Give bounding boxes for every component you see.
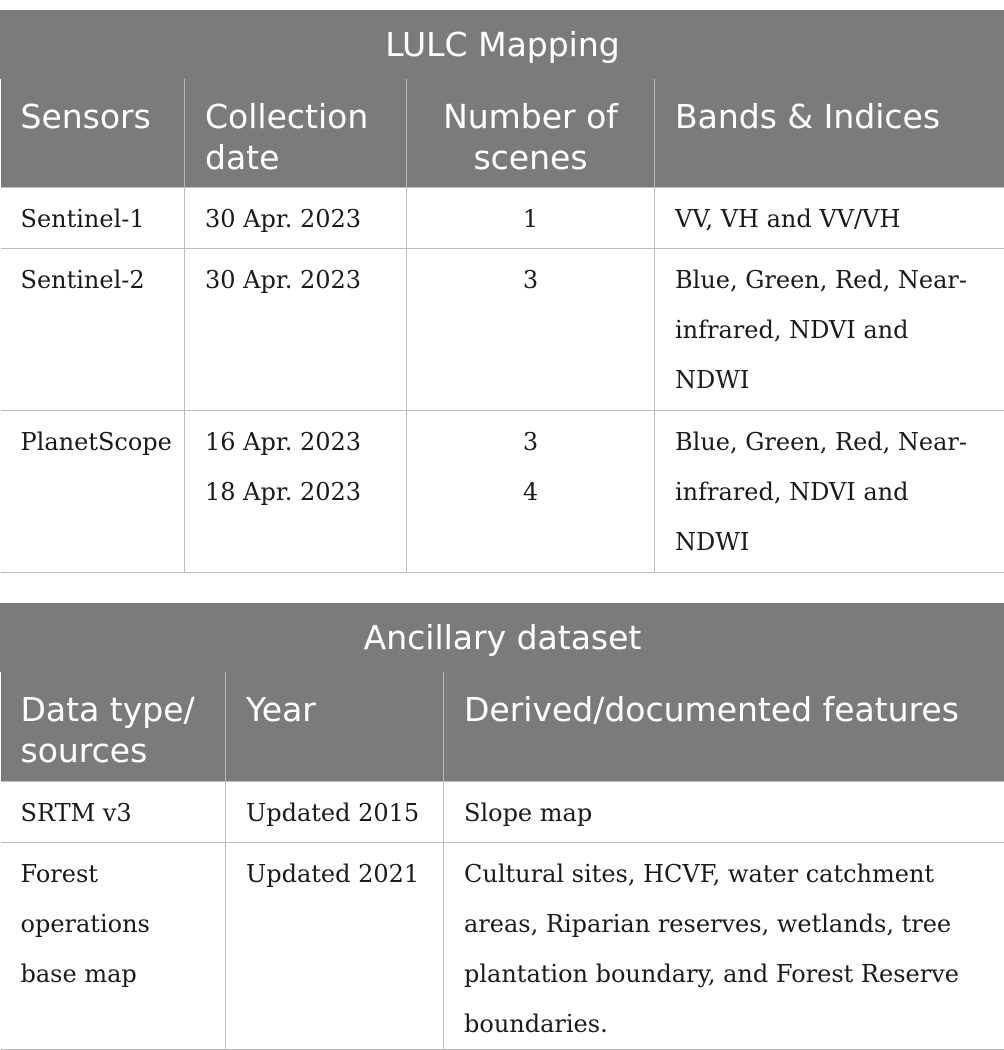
collection-date: 30 Apr. 2023 <box>205 194 386 244</box>
header-sensors: Sensors <box>1 79 185 188</box>
collection-date-cell <box>185 411 407 573</box>
scene-count: 3 <box>427 255 634 305</box>
features-cell: Slope map <box>444 782 1004 843</box>
header-data-type-sources: Data type/ sources <box>1 672 226 782</box>
lulc-mapping-table <box>0 10 1004 573</box>
table-row <box>1 782 1004 843</box>
features-cell: Cultural sites, HCVF, water catchment areas, Riparian reserves, wetlands, tree plantation boundary, and Forest Reserve boundaries. <box>444 843 1004 1050</box>
collection-date-cell <box>185 249 407 411</box>
scene-count: 4 <box>427 467 634 517</box>
collection-date: 16 Apr. 2023 <box>205 417 386 467</box>
header-year: Year <box>226 672 444 782</box>
ancillary-header-row <box>1 672 1004 782</box>
ancillary-table-title: Ancillary dataset <box>1 604 1004 672</box>
collection-date: 30 Apr. 2023 <box>205 255 386 305</box>
scenes-cell <box>407 188 655 249</box>
scene-count: 3 <box>427 417 634 467</box>
header-bands-indices: Bands & Indices <box>655 79 1004 188</box>
source-cell: SRTM v3 <box>1 782 226 843</box>
sensor-cell: PlanetScope <box>1 411 185 573</box>
bands-cell: Blue, Green, Red, Near-infrared, NDVI and NDWI <box>655 249 1004 411</box>
sensor-cell: Sentinel-2 <box>1 249 185 411</box>
collection-date-cell <box>185 188 407 249</box>
sensor-cell: Sentinel-1 <box>1 188 185 249</box>
lulc-table-title: LULC Mapping <box>1 11 1004 79</box>
scene-count: 1 <box>427 194 634 244</box>
table-row <box>1 249 1004 411</box>
scenes-cell <box>407 249 655 411</box>
table-row <box>1 843 1004 1050</box>
lulc-header-row <box>1 79 1004 188</box>
year-cell: Updated 2021 <box>226 843 444 1050</box>
year-cell: Updated 2015 <box>226 782 444 843</box>
header-number-of-scenes: Number of scenes <box>407 79 655 188</box>
ancillary-dataset-table <box>0 603 1004 1050</box>
bands-cell: VV, VH and VV/VH <box>655 188 1004 249</box>
table-row <box>1 411 1004 573</box>
collection-date: 18 Apr. 2023 <box>205 467 386 517</box>
scenes-cell <box>407 411 655 573</box>
header-derived-features: Derived/documented features <box>444 672 1004 782</box>
table-row <box>1 188 1004 249</box>
source-cell: Forest operations base map <box>1 843 226 1050</box>
bands-cell: Blue, Green, Red, Near-infrared, NDVI and NDWI <box>655 411 1004 573</box>
header-collection-date: Collection date <box>185 79 407 188</box>
